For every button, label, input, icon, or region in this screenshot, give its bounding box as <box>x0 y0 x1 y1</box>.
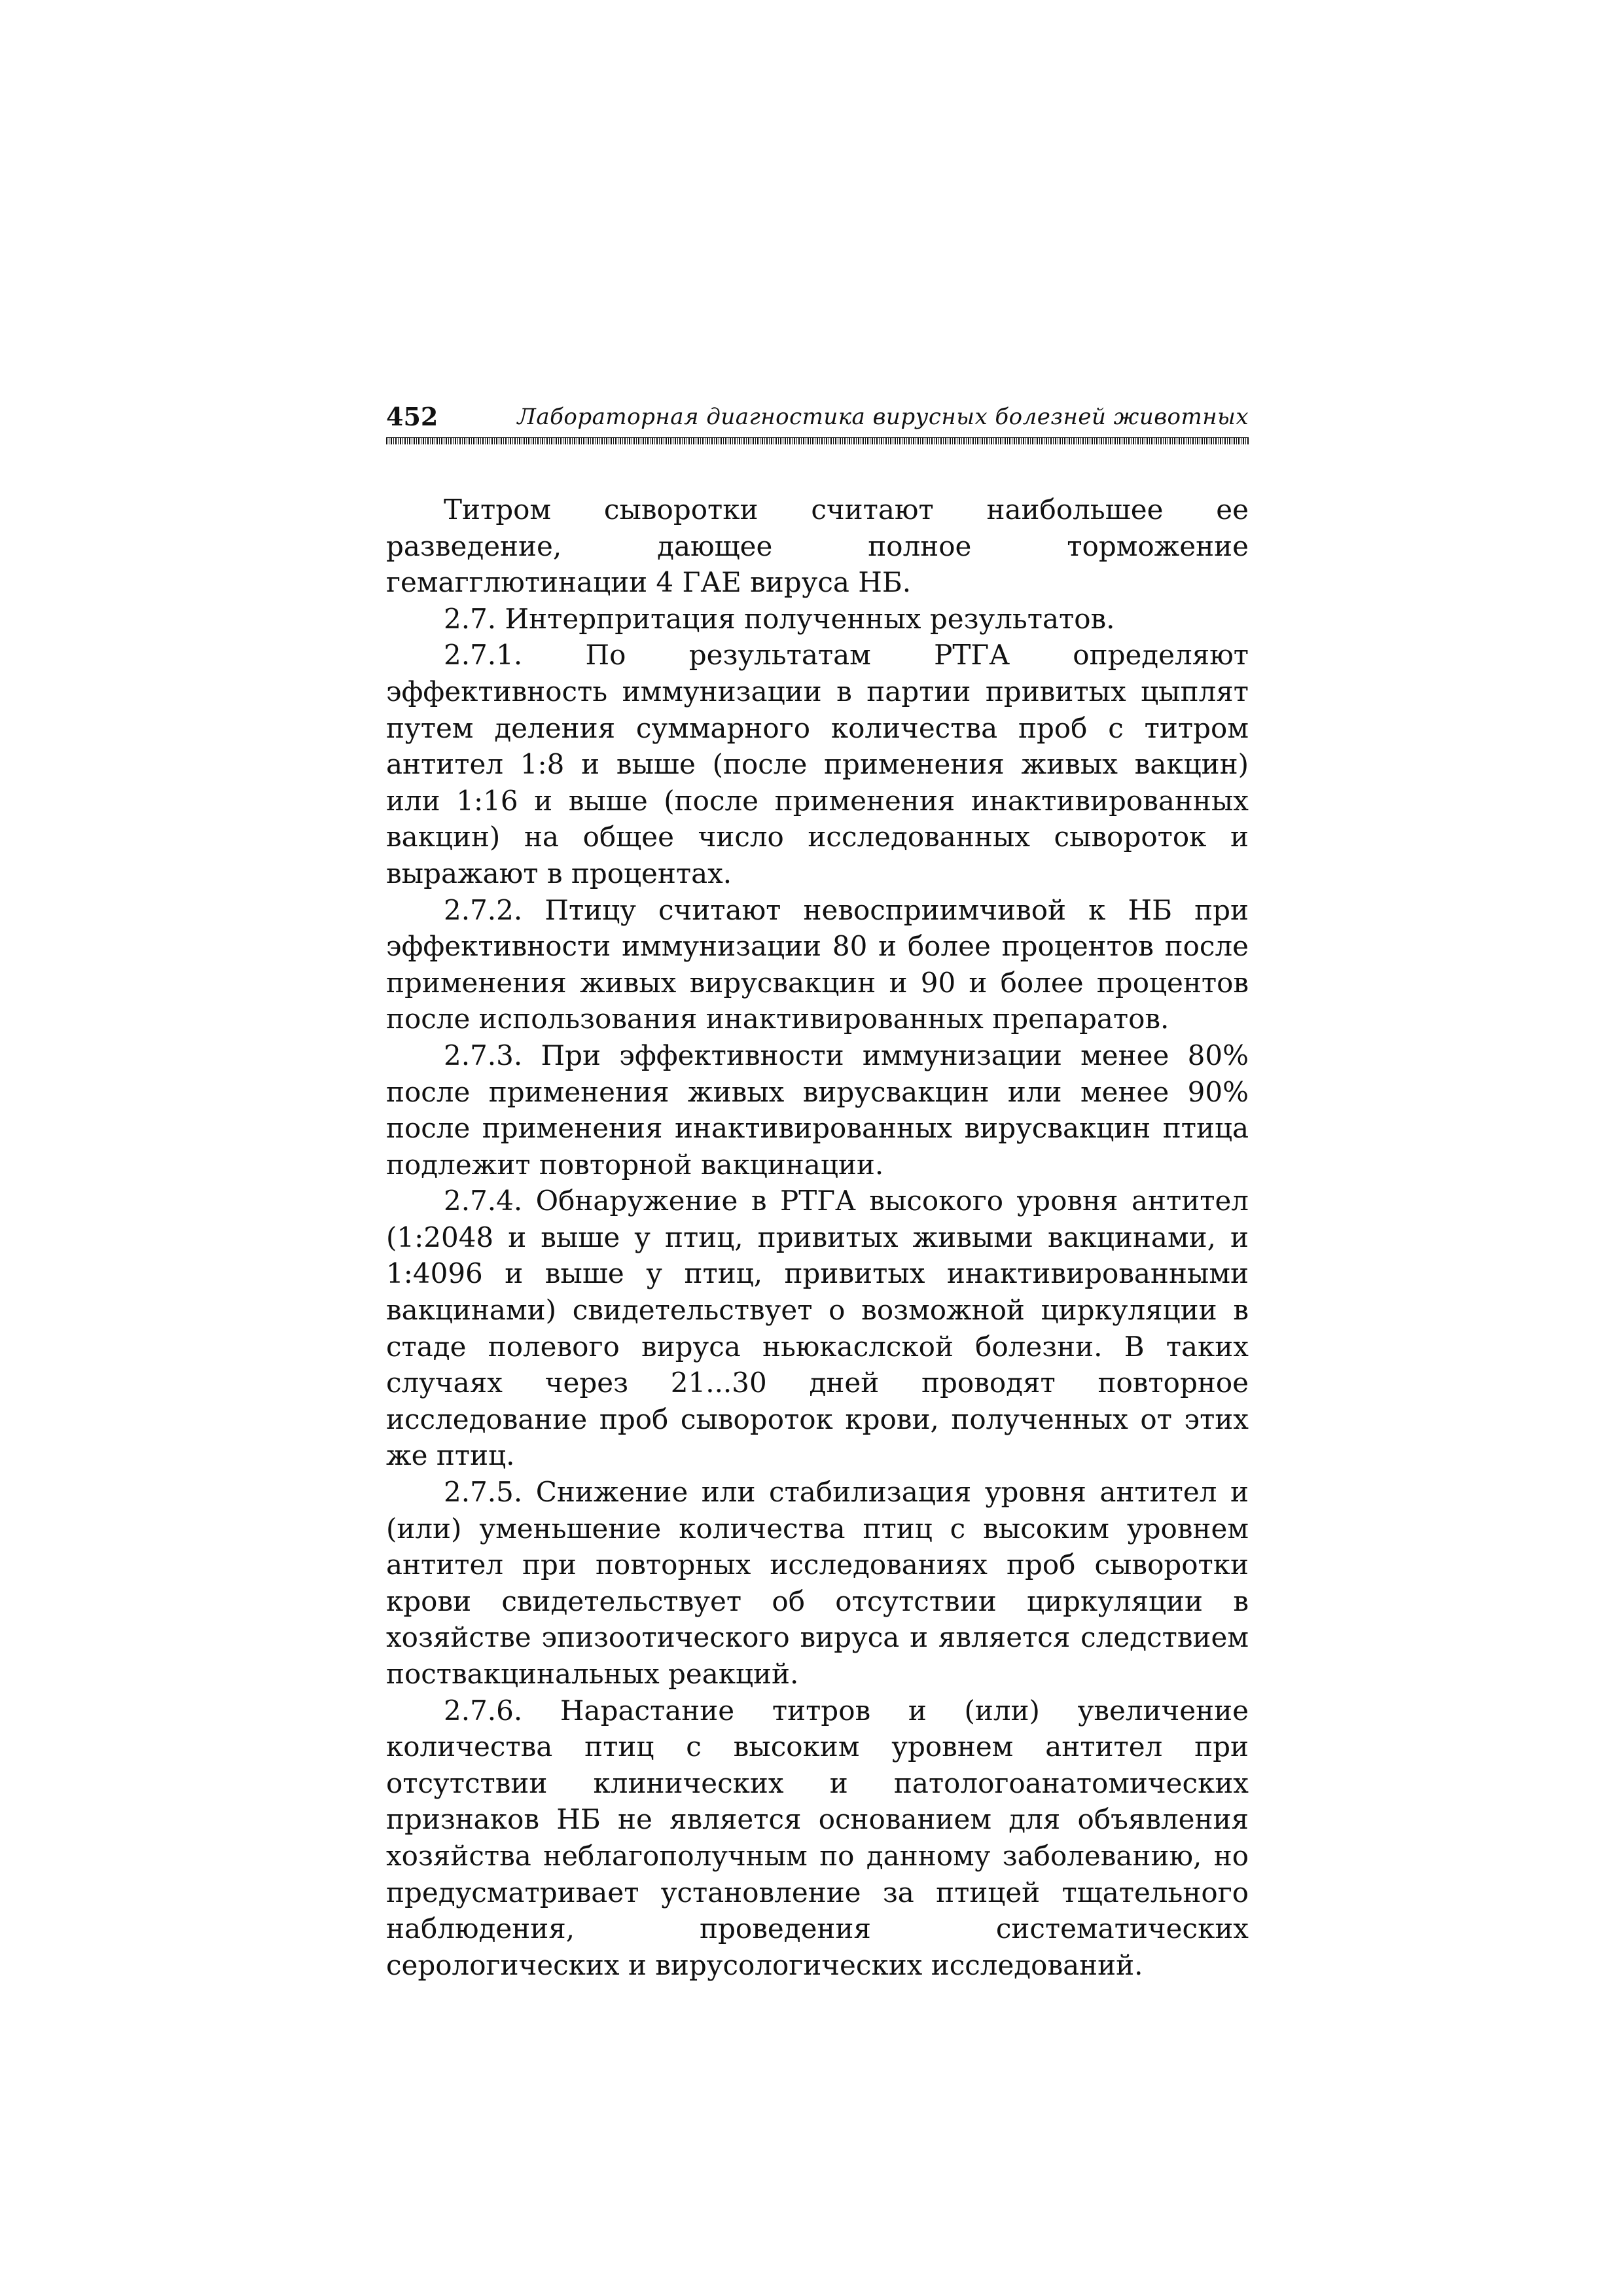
page-number: 452 <box>386 402 438 431</box>
running-head <box>386 401 1249 433</box>
paragraph-2-7-6: 2.7.6. Нарастание титров и (или) увеличение количества птиц с высоким уровнем антител при отсутствии клинических и патологоанатомических признаков НБ не является основанием для объявления хозяйства неблагополучным по данному заболеванию, но предусматривает установление за птицей тщательного наблюдения, проведения систематических серологических и вирусологических исследований. <box>386 1694 1249 1981</box>
body-text <box>386 492 1249 1983</box>
paragraph-titer-definition: Титром сыворотки считают наибольшее ее разведение, дающее полное торможение гемагглютинации 4 ГАЕ вируса НБ. <box>386 493 1249 599</box>
paragraph-2-7-3: 2.7.3. При эффективности иммунизации менее 80% после применения живых вирусвакцин или менее 90% после применения инактивированных вирусвакцин птица подлежит повторной вакцинации. <box>386 1039 1249 1181</box>
header-rule <box>386 437 1249 444</box>
running-title: Лабораторная диагностика вирусных болезней животных <box>517 404 1249 430</box>
paragraph-2-7-2: 2.7.2. Птицу считают невосприимчивой к НБ при эффективности иммунизации 80 и более процентов после применения живых вирусвакцин и 90 и более процентов после использования инактивированных препаратов. <box>386 893 1249 1035</box>
section-heading-2-7: 2.7. Интерпритация полученных результатов. <box>444 602 1115 635</box>
paragraph-2-7-1: 2.7.1. По результатам РТГА определяют эффективность иммунизации в партии привитых цыплят путем деления суммарного количества проб с титром антител 1:8 и выше (после применения живых вакцин) или 1:16 и выше (после применения инактивированных вакцин) на общее число исследованных сывороток и выражают в процентах. <box>386 639 1249 889</box>
book-page <box>386 401 1249 1983</box>
paragraph-2-7-4: 2.7.4. Обнаружение в РТГА высокого уровня антител (1:2048 и выше у птиц, привитых живыми вакцинами, и 1:4096 и выше у птиц, привитых инактивированными вакцинами) свидетельствует о возможной циркуляции в стаде полевого вируса ньюкаслской болезни. В таких случаях через 21...30 дней проводят повторное исследование проб сывороток крови, полученных от этих же птиц. <box>386 1185 1249 1472</box>
paragraph-2-7-5: 2.7.5. Снижение или стабилизация уровня антител и (или) уменьшение количества птиц с высоким уровнем антител при повторных исследованиях проб сыворотки крови свидетельствует об отсутствии циркуляции в хозяйстве эпизоотического вируса и является следствием поствакцинальных реакций. <box>386 1476 1249 1690</box>
